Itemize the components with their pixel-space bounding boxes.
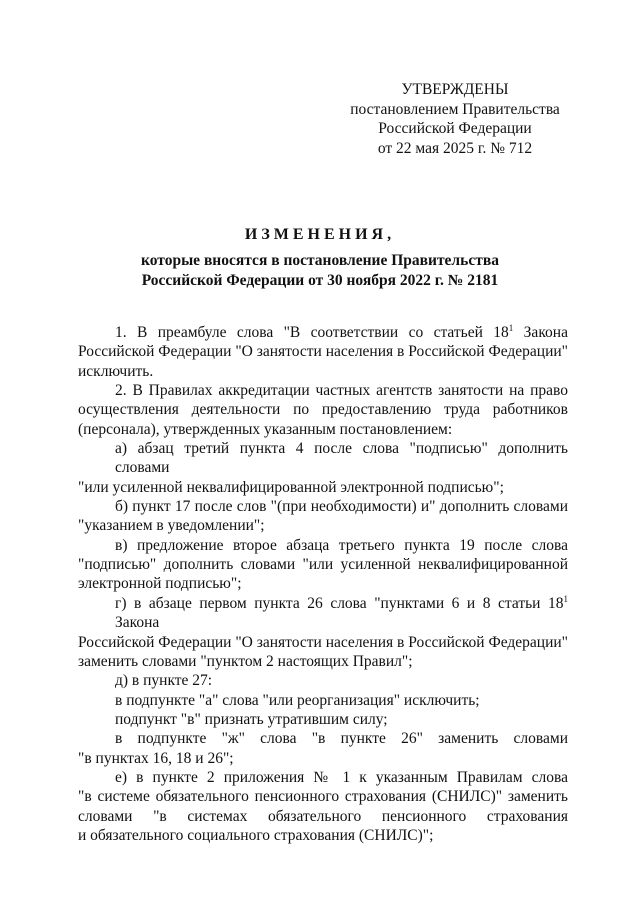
paragraph-line: в подпункте "а" слова "или реорганизация" исключить; bbox=[115, 691, 480, 709]
document-body bbox=[78, 323, 568, 845]
paragraph-line: электронной подписью"; bbox=[78, 575, 242, 593]
paragraph-line: и обязательного социального страхования (СНИЛС)"; bbox=[78, 826, 434, 844]
paragraph-item-1 bbox=[78, 323, 568, 381]
superscript: 1 bbox=[508, 323, 514, 333]
approval-stamp bbox=[340, 80, 570, 158]
paragraph-line: в подпункте "ж" слова "в пункте 26" заменить словами bbox=[115, 730, 568, 748]
paragraph-line: (персонала), утвержденных указанным постановлением: bbox=[78, 420, 453, 438]
document-title: ИЗМЕНЕНИЯ, bbox=[244, 226, 396, 243]
superscript: 1 bbox=[563, 593, 568, 604]
paragraph-item-2 bbox=[78, 381, 568, 439]
subitem-v bbox=[78, 536, 568, 594]
paragraph-line: д) в пункте 27: bbox=[115, 672, 213, 690]
paragraph-line: осуществления деятельности по предоставлению труда работников bbox=[78, 401, 568, 419]
subitem-b bbox=[78, 497, 568, 536]
paragraph-line: "или усиленной неквалифицированной электронной подписью"; bbox=[78, 478, 504, 496]
paragraph-line: а) абзац третий пункта 4 после слова "подписью" дополнить словами bbox=[115, 440, 568, 477]
approval-line: Российской Федерации bbox=[378, 120, 532, 137]
paragraph-line: "в пунктах 16, 18 и 26"; bbox=[78, 749, 234, 767]
paragraph-line: "в системе обязательного пенсионного страхования (СНИЛС)" заменить bbox=[78, 788, 568, 806]
approval-line: постановлением Правительства bbox=[350, 100, 560, 118]
paragraph-line: е) в пункте 2 приложения № 1 к указанным Правилам слова bbox=[115, 768, 568, 786]
paragraph-line: "подписью" дополнить словами "или усиленной неквалифицированной bbox=[78, 556, 568, 574]
paragraph-line: Российской Федерации "О занятости населения в Российской Федерации" bbox=[78, 343, 569, 361]
subtitle-line: Российской Федерации от 30 ноября 2022 г. № 2181 bbox=[141, 271, 499, 289]
approval-date: от 22 мая 2025 г. № 712 bbox=[377, 139, 533, 157]
paragraph-line: заменить словами "пунктом 2 настоящих Правил"; bbox=[78, 652, 413, 670]
approval-heading: УТВЕРЖДЕНЫ bbox=[401, 81, 509, 98]
paragraph-line: словами "в системах обязательного пенсионного страхования bbox=[78, 807, 568, 825]
subitem-d bbox=[78, 671, 568, 768]
subitem-e bbox=[78, 768, 568, 845]
paragraph-line: г) в абзаце первом пункта 26 слова "пунктами 6 и 8 статьи $18^1$ Закона bbox=[115, 593, 568, 632]
paragraph-line: исключить. bbox=[78, 362, 154, 380]
paragraph-line: подпункт "в" признать утратившим силу; bbox=[115, 710, 388, 728]
paragraph-line: 1. В преамбуле слова "В соответствии со статьей $18^1$ Закона bbox=[115, 323, 568, 341]
subitem-a bbox=[78, 439, 568, 497]
subitem-g bbox=[78, 594, 568, 671]
paragraph-line: Российской Федерации "О занятости населения в Российской Федерации" bbox=[78, 633, 569, 651]
subtitle-line: которые вносятся в постановление Правительства bbox=[141, 252, 499, 269]
paragraph-line: "указанием в уведомлении"; bbox=[78, 517, 265, 535]
paragraph-line: в) предложение второе абзаца третьего пункта 19 после слова bbox=[115, 536, 568, 554]
paragraph-line: б) пункт 17 после слов "(при необходимости) и" дополнить словами bbox=[115, 498, 568, 516]
document-subtitle bbox=[0, 251, 640, 290]
paragraph-line: 2. В Правилах аккредитации частных агентств занятости на право bbox=[115, 382, 568, 400]
